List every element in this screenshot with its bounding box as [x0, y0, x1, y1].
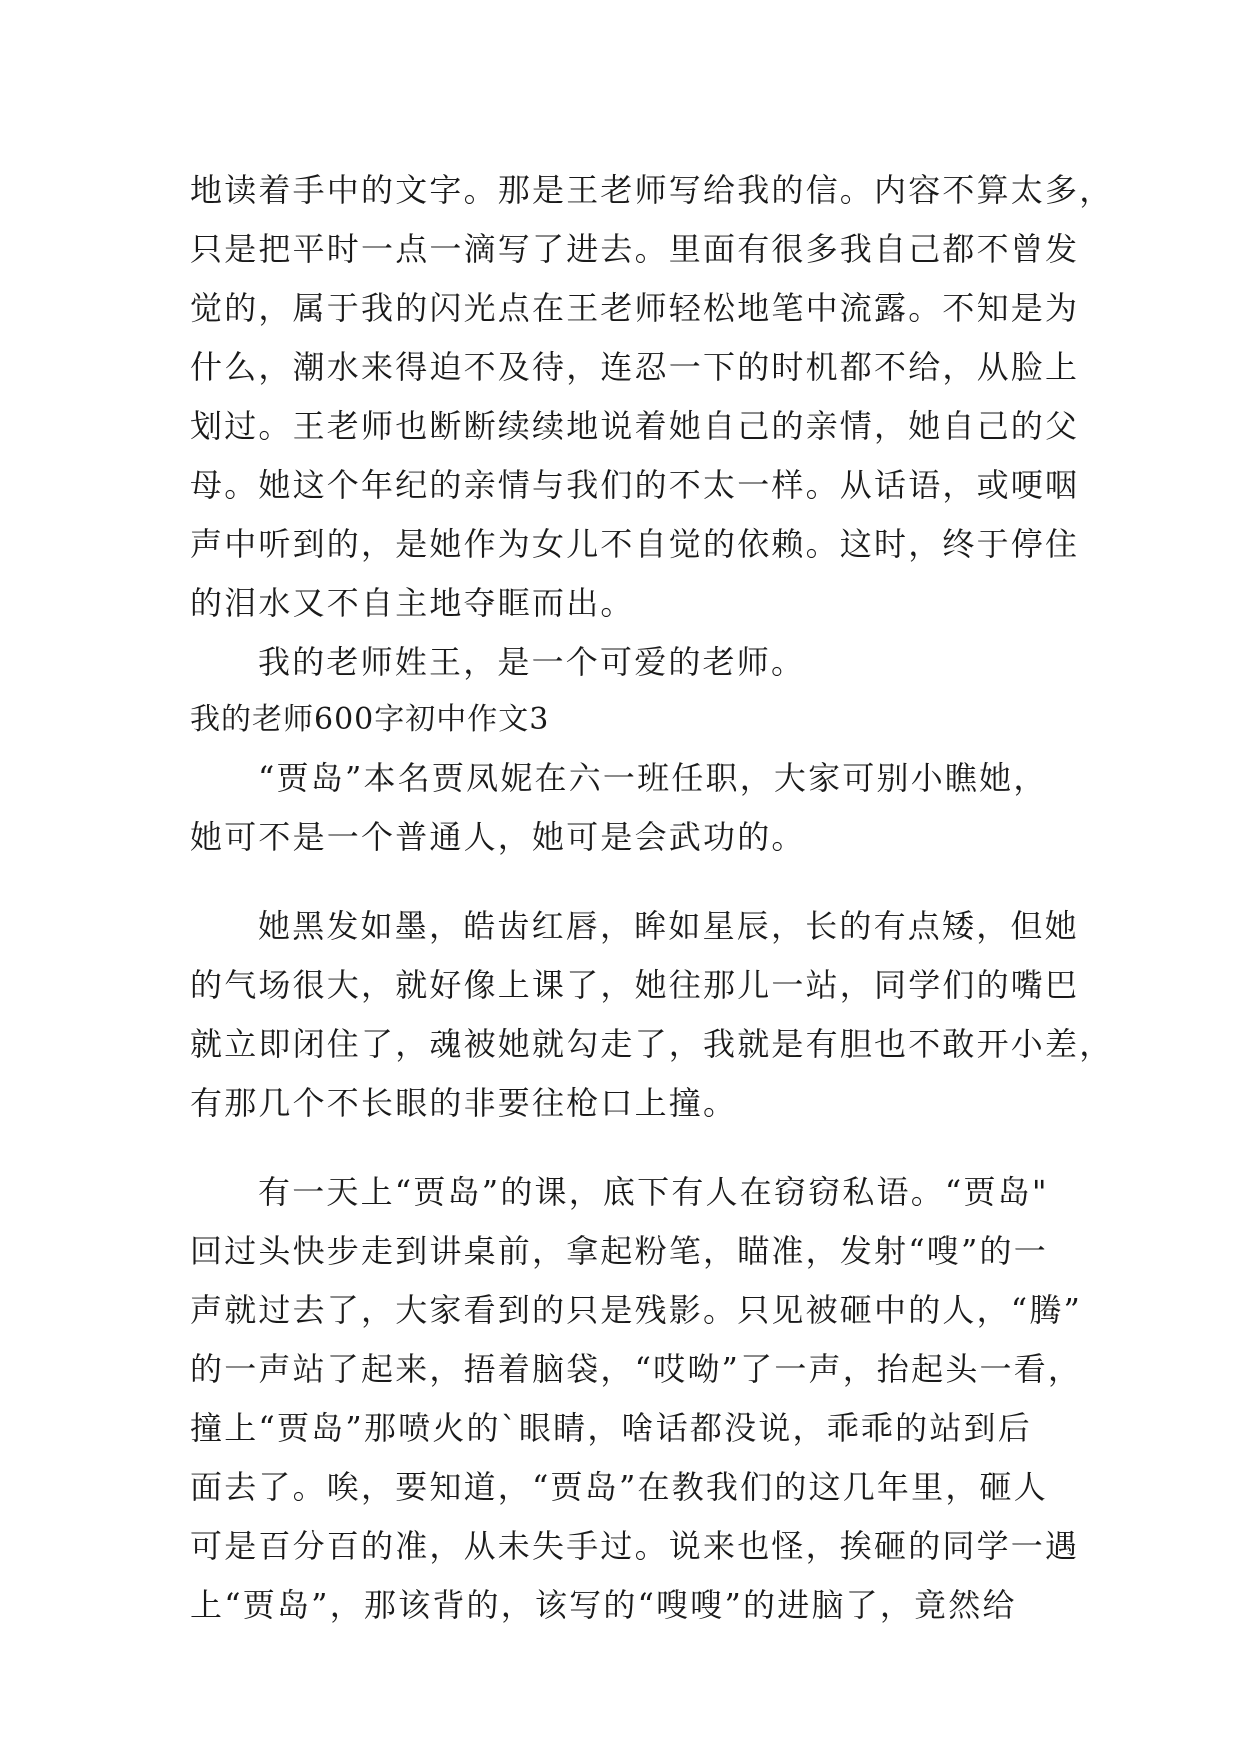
paragraph-line: 声就过去了，大家看到的只是残影。只见被砸中的人，“腾” — [190, 1291, 1083, 1329]
closing-sentence: 我的老师姓王，是一个可爱的老师。 — [258, 643, 806, 681]
paragraph-line: 母。她这个年纪的亲情与我们的不太一样。从话语，或哽咽 — [190, 466, 1080, 504]
paragraph-line: 有一天上“贾岛”的课，底下有人在窃窃私语。“贾岛" — [258, 1173, 1049, 1211]
paragraph-line: 撞上“贾岛”那喷火的`眼睛，啥话都没说，乖乖的站到后 — [190, 1409, 1032, 1447]
paragraph-line: 的泪水又不自主地夺眶而出。 — [190, 584, 635, 622]
paragraph-line: 有那几个不长眼的非要往枪口上撞。 — [190, 1084, 738, 1122]
paragraph-line: 的气场很大，就好像上课了，她往那儿一站，同学们的嘴巴 — [190, 966, 1080, 1004]
paragraph-line: 觉的，属于我的闪光点在王老师轻松地笔中流露。不知是为 — [190, 289, 1080, 327]
paragraph-line: 什么，潮水来得迫不及待，连忍一下的时机都不给，从脸上 — [190, 348, 1080, 386]
paragraph-line: 她可不是一个普通人，她可是会武功的。 — [190, 818, 806, 856]
paragraph-line: 回过头快步走到讲桌前，拿起粉笔，瞄准，发射“嗖”的一 — [190, 1232, 1048, 1270]
paragraph-line: 划过。王老师也断断续续地说着她自己的亲情，她自己的父 — [190, 407, 1080, 445]
paragraph-line: “贾岛”本名贾凤妮在六一班任职，大家可别小瞧她， — [258, 759, 1048, 797]
paragraph-line: 可是百分百的准，从未失手过。说来也怪，挨砸的同学一遇 — [190, 1527, 1080, 1565]
paragraph-line: 只是把平时一点一滴写了进去。里面有很多我自己都不曾发 — [190, 230, 1080, 268]
paragraph-line: 面去了。唉，要知道，“贾岛”在教我们的这几年里，砸人 — [190, 1468, 1048, 1506]
paragraph-line: 她黑发如墨，皓齿红唇，眸如星辰，长的有点矮，但她 — [258, 907, 1079, 945]
paragraph-line: 就立即闭住了，魂被她就勾走了，我就是有胆也不敢开小差， — [190, 1025, 1114, 1063]
essay-heading: 我的老师600字初中作文3 — [190, 702, 550, 737]
paragraph-line: 上“贾岛”，那该背的，该写的“嗖嗖”的进脑了，竟然给 — [190, 1586, 1017, 1624]
paragraph-line: 地读着手中的文字。那是王老师写给我的信。内容不算太多， — [190, 171, 1114, 209]
paragraph-line: 的一声站了起来，捂着脑袋，“哎呦”了一声，抬起头一看， — [190, 1350, 1083, 1388]
paragraph-line: 声中听到的，是她作为女儿不自觉的依赖。这时，终于停住 — [190, 525, 1080, 563]
